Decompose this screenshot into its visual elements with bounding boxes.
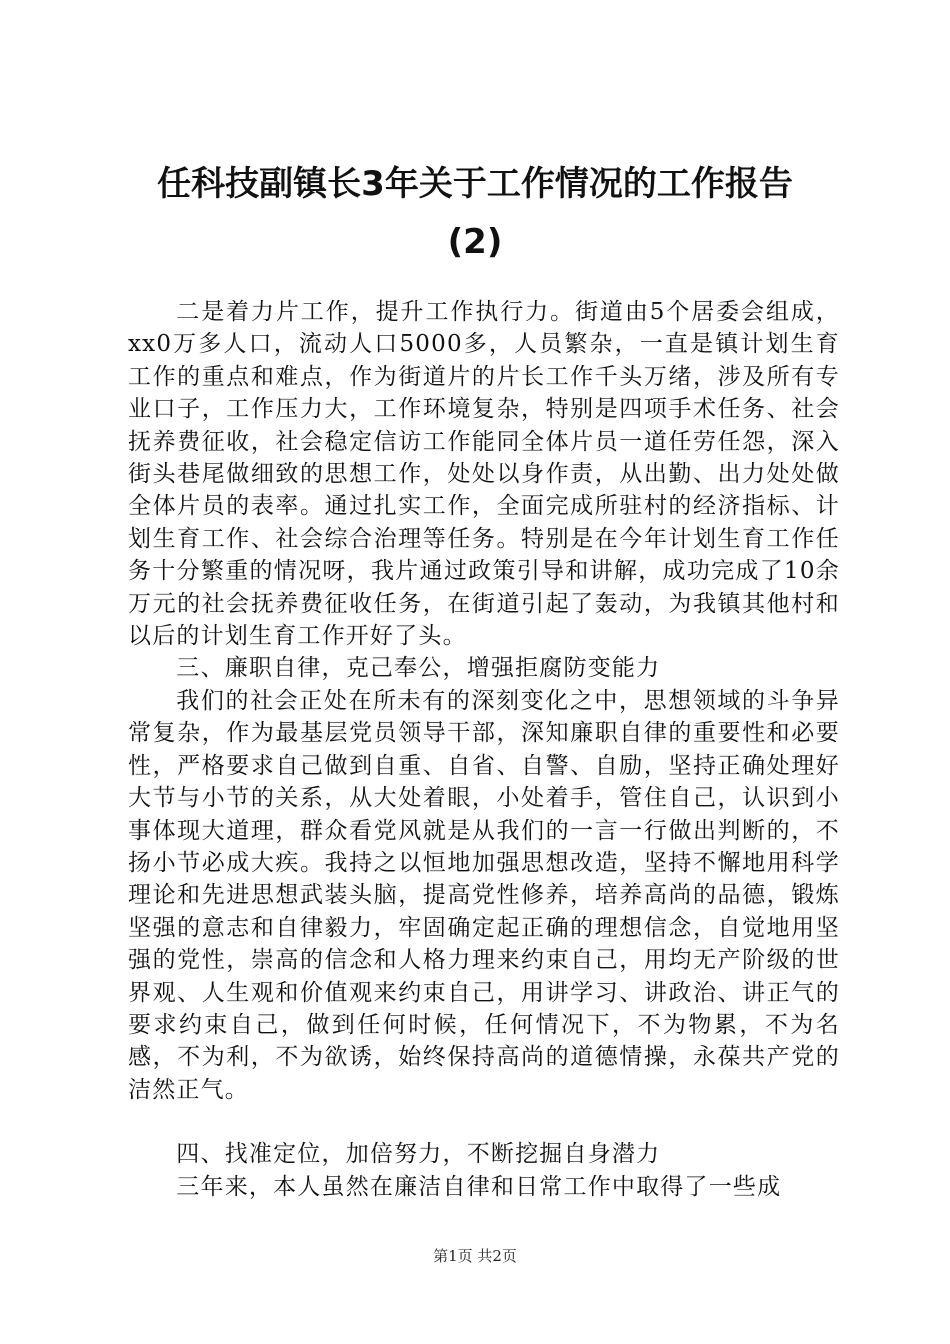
page-footer: 第1页 共2页 [433, 1247, 517, 1265]
document-title-suffix: (2) [447, 222, 503, 262]
section-heading-integrity: 三、廉职自律，克己奉公，增强拒腐防变能力 [176, 655, 661, 682]
paragraph-positioning: 三年来，本人虽然在廉洁自律和日常工作中取得了一些成 [176, 1173, 782, 1200]
paragraph-spacer [128, 1106, 840, 1138]
paragraph-work-execution: 二是着力片工作，提升工作执行力。街道由5个居委会组成，xx0万多人口，流动人口5000多，人员繁杂，一直是镇计划生育工作的重点和难点，作为街道片的片长工作千头万绪，涉及所有专业口子，工作压力大，工作环境复杂，特别是四项手术任务、社会抚养费征收，社会稳定信访工作能同全体片员一道任劳任怨，深入街头巷尾做细致的思想工作，处处以身作责，从出勤、出力处处做全体片员的表率。通过扎实工作，全面完成所驻村的经济指标、计划生育工作、社会综合治理等任务。特别是在今年计划生育工作任务十分繁重的情况呀，我片通过政策引导和讲解，成功完成了10余万元的社会抚养费征收任务，在街道引起了轰动，为我镇其他村和以后的计划生育工作开好了头。 [128, 299, 840, 650]
section-heading-positioning: 四、找准定位，加倍努力，不断挖掘自身潜力 [176, 1141, 661, 1168]
paragraph-integrity: 我们的社会正处在所未有的深刻变化之中，思想领域的斗争异常复杂，作为最基层党员领导干部，深知廉职自律的重要性和必要性，严格要求自己做到自重、自省、自警、自励，坚持正确处理好大节与小节的关系，从大处着眼，小处着手，管住自己，认识到小事体现大道理，群众看党风就是从我们的一言一行做出判断的，不扬小节必成大疾。我持之以恒地加强思想改造，坚持不懈地用科学理论和先进思想武装头脑，提高党性修养，培养高尚的品德，锻炼坚强的意志和自律毅力，牢固确定起正确的理想信念，自觉地用坚强的党性，崇高的信念和人格力理来约束自己，用均无产阶级的世界观、人生观和价值观来约束自己，用讲学习、讲政治、讲正气的要求约束自己，做到任何时候，任何情况下，不为物累，不为名感，不为利，不为欲诱，始终保持高尚的道德情操，永葆共产党的洁然正气。 [128, 687, 840, 1103]
document-title: 任科技副镇长3年关于工作情况的工作报告 [157, 164, 793, 204]
document-body [128, 296, 840, 1203]
